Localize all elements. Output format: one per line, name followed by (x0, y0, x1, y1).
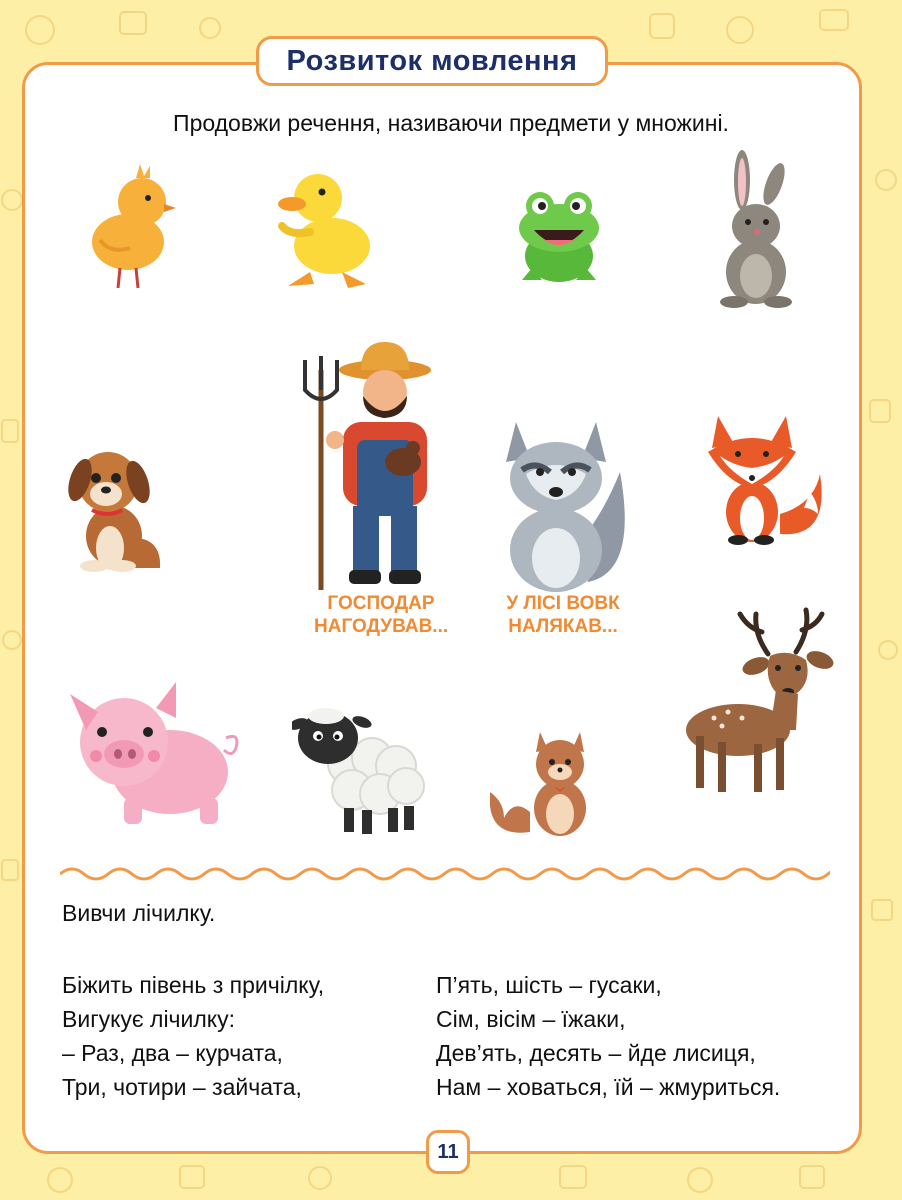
wolf-illustration (496, 412, 636, 592)
poem-line: – Раз, два – курчата, (62, 1040, 283, 1066)
poem-line: Біжить півень з причілку, (62, 972, 325, 998)
poem-line: Нам – ховаться, їй – жмуриться. (436, 1074, 781, 1100)
caption-farmer: ГОСПОДАР НАГОДУВАВ... (314, 593, 449, 637)
poem-left-column (62, 968, 324, 1104)
sheep-illustration (292, 702, 432, 836)
chick-illustration (80, 160, 180, 290)
poem-line: Вигукує лічилку: (62, 1006, 236, 1032)
deer-illustration (684, 606, 834, 796)
poem-line: Три, чотири – зайчата, (62, 1074, 302, 1100)
page-title: Розвиток мовлення (286, 44, 578, 77)
page-number: 11 (426, 1130, 470, 1174)
poem-instruction: Вивчи лічилку. (62, 900, 216, 926)
duckling-illustration (270, 162, 380, 292)
poem-line: Дев’ять, десять – йде лисиця, (436, 1040, 756, 1066)
poem-right-column (436, 968, 780, 1104)
squirrel-illustration (490, 728, 600, 840)
poem-line: Сім, вісім – їжаки, (436, 1006, 626, 1032)
wavy-divider (60, 864, 830, 884)
title-badge (256, 36, 608, 86)
task-instruction: Продовжи речення, називаючи предмети у множині. (173, 110, 729, 136)
pig-illustration (60, 668, 246, 832)
poem-line: П’ять, шість – гусаки, (436, 972, 662, 998)
puppy-illustration (64, 428, 174, 574)
farmer-illustration (295, 340, 455, 590)
fox-illustration (704, 412, 834, 546)
caption-wolf: У ЛІСІ ВОВК НАЛЯКАВ... (506, 593, 620, 637)
hare-illustration (712, 150, 802, 310)
frog-illustration (504, 184, 614, 294)
